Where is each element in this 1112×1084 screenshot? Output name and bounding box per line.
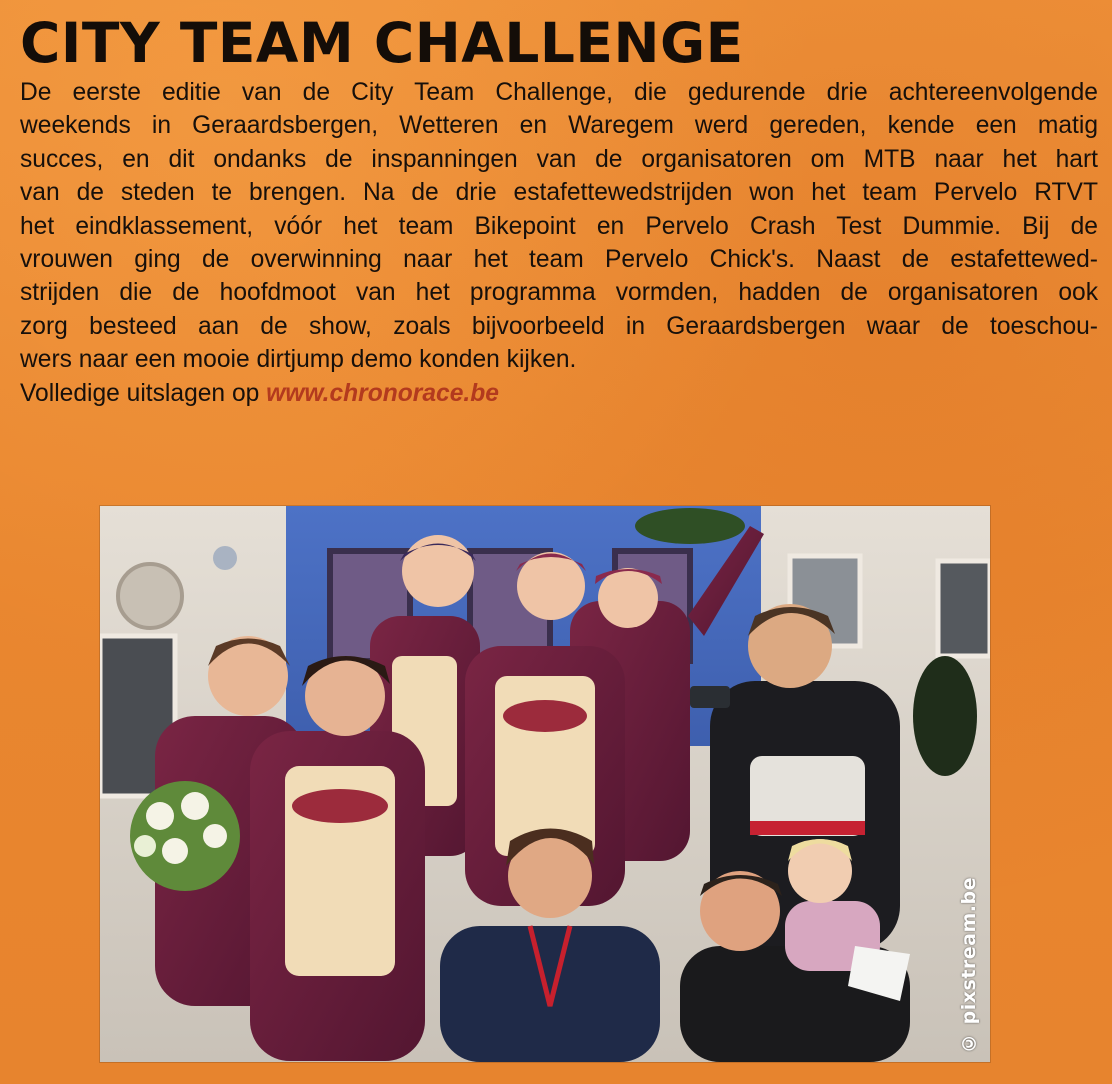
article-body	[20, 76, 1098, 410]
podium-photo-illustration	[100, 506, 990, 1062]
article-line: strijden die de hoofdmoot van het programma vormden, hadden de organisatoren ook	[20, 279, 1098, 307]
article-line: vrouwen ging de overwinning naar het team Pervelo Chick's. Naast de estafettewed-	[20, 245, 1098, 273]
results-line	[20, 377, 1098, 410]
article-line: succes, en dit ondanks de inspanningen van de organisatoren om MTB naar het hart	[20, 145, 1098, 173]
results-prefix: Volledige uitslagen op	[20, 379, 260, 407]
bouquet-leaves	[635, 508, 745, 544]
window	[938, 561, 990, 656]
ornament	[118, 564, 182, 628]
article-line: zorg besteed aan de show, zoals bijvoorbeeld in Geraardsbergen waar de toeschou-	[20, 312, 1098, 340]
article-line: het eindklassement, vóór het team Bikepoint en Pervelo Crash Test Dummie. Bij de	[20, 212, 1098, 240]
headline: CITY TEAM CHALLENGE	[20, 11, 744, 75]
flower-bouquet	[130, 781, 240, 891]
podium-photo	[100, 506, 990, 1062]
bouquet-dark	[913, 656, 977, 776]
stage-light	[690, 686, 730, 708]
article-line: weekends in Geraardsbergen, Wetteren en Waregem werd gereden, kende een matig	[20, 112, 1098, 140]
wall-lamp	[213, 546, 237, 570]
article-line: van de steden te brengen. Na de drie estafettewedstrijden won het team Pervelo RTVT	[20, 179, 1098, 207]
article-line: wers naar een mooie dirtjump demo konden kijken.	[20, 346, 577, 374]
article-line: De eerste editie van de City Team Challenge, die gedurende drie achtereenvolgende	[20, 79, 1098, 106]
results-link[interactable]: www.chronorace.be	[266, 379, 499, 407]
photo-credit: © pixstream.be	[958, 877, 980, 1054]
